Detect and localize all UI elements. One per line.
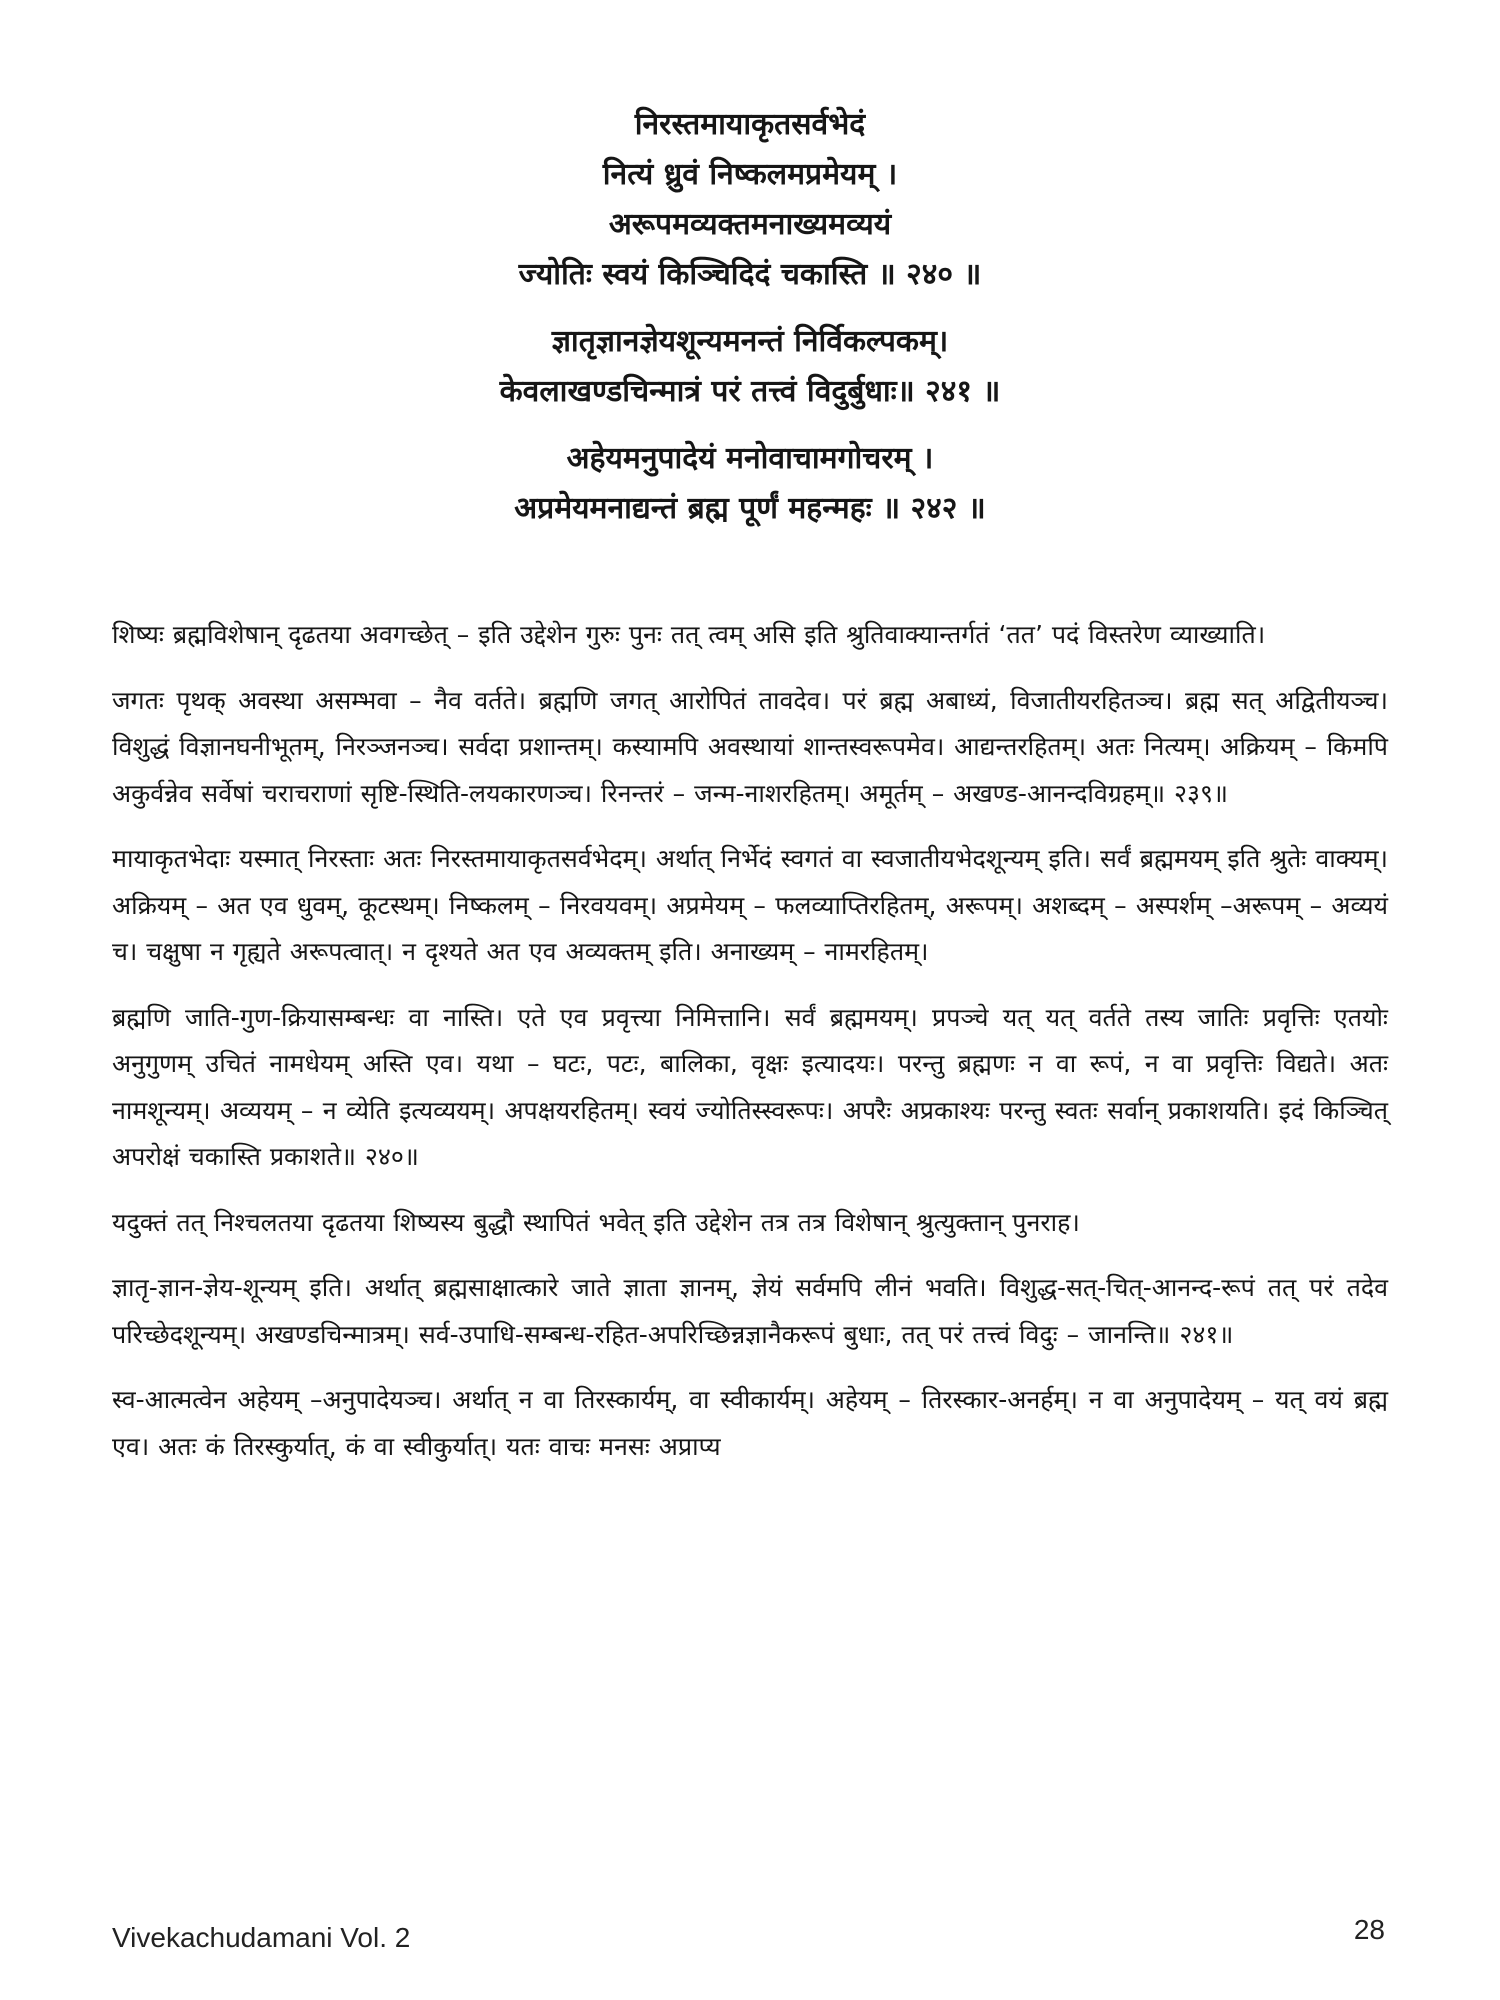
footer-book-title: Vivekachudamani Vol. 2 bbox=[112, 1922, 411, 1953]
verse-section bbox=[0, 100, 1500, 551]
verse-241 bbox=[0, 317, 1500, 417]
verse-line: निरस्तमायाकृतसर्वभेदं bbox=[634, 107, 866, 142]
verse-line: अप्रमेयमनाद्यन्तं ब्रह्म पूर्णं महन्महः ॥ २४२ ॥ bbox=[514, 491, 986, 526]
commentary-paragraph: जगतः पृथक् अवस्था असम्भवा – नैव वर्तते। ब्रह्मणि जगत् आरोपितं तावदेव। परं ब्रह्म अबाध्यं, विजातीयरहितञ्च। ब्रह्म सत् अद्वितीयञ्च। विशुद्धं विज्ञानघनीभूतम्, निरञ्जनञ्च। सर्वदा प्रशान्तम्। कस्यामपि अवस्थायां शान्तस्वरूपमेव। आद्यन्तरहितम्। अतः नित्यम्। अक्रियम् – किमपि अकुर्वन्नेव सर्वेषां चराचराणां सृष्टि-स्थिति-लयकारणञ्च। रिनन्तरं – जन्म-नाशरहितम्। अमूर्तम् – अखण्ड-आनन्दविग्रहम्॥ २३९॥ bbox=[112, 685, 1388, 808]
verse-line: अहेयमनुपादेयं मनोवाचामगोचरम् । bbox=[566, 441, 934, 476]
verse-line: नित्यं ध्रुवं निष्कलमप्रमेयम् । bbox=[602, 157, 898, 192]
verse-line: केवलाखण्डचिन्मात्रं परं तत्त्वं विदुर्बुधाः॥ २४१ ॥ bbox=[499, 374, 1001, 409]
commentary-paragraph: ब्रह्मणि जाति-गुण-क्रियासम्बन्धः वा नास्ति। एते एव प्रवृत्त्या निमित्तानि। सर्वं ब्रह्ममयम्। प्रपञ्चे यत् यत् वर्तते तस्य जातिः प्रवृत्तिः एतयोः अनुगुणम् उचितं नामधेयम् अस्ति एव। यथा – घटः, पटः, बालिका, वृक्षः इत्यादयः। परन्तु ब्रह्मणः न वा रूपं, न वा प्रवृत्तिः विद्यते। अतः नामशून्यम्। अव्ययम् – न व्येति इत्यव्ययम्। अपक्षयरहितम्। स्वयं ज्योतिस्स्वरूपः। अपरैः अप्रकाश्यः परन्तु स्वतः सर्वान् प्रकाशयति। इदं किञ्चित् अपरोक्षं चकास्ति प्रकाशते॥ २४०॥ bbox=[112, 1002, 1388, 1171]
commentary-paragraph: स्व-आत्मत्वेन अहेयम् –अनुपादेयञ्च। अर्थात् न वा तिरस्कार्यम्, वा स्वीकार्यम्। अहेयम् – तिरस्कार-अनर्हम्। न वा अनुपादेयम् – यत् वयं ब्रह्म एव। अतः कं तिरस्कुर्यात्, कं वा स्वीकुर्यात्। यतः वाचः मनसः अप्राप्य bbox=[112, 1385, 1388, 1461]
verse-242 bbox=[0, 434, 1500, 534]
verse-240 bbox=[0, 100, 1500, 300]
verse-line: अरूपमव्यक्तमनाख्यमव्ययं bbox=[608, 207, 892, 242]
commentary-paragraph: ज्ञातृ-ज्ञान-ज्ञेय-शून्यम् इति। अर्थात् ब्रह्मसाक्षात्कारे जाते ज्ञाता ज्ञानम्, ज्ञेयं सर्वमपि लीनं भवति। विशुद्ध-सत्-चित्-आनन्द-रूपं तत् परं तदेव परिच्छेदशून्यम्। अखण्डचिन्मात्रम्। सर्व-उपाधि-सम्बन्ध-रहित-अपरिच्छिन्नज्ञानैकरूपं बुधाः, तत् परं तत्त्वं विदुः – जानन्ति॥ २४१॥ bbox=[112, 1273, 1388, 1349]
commentary-paragraph: शिष्यः ब्रह्मविशेषान् दृढतया अवगच्छेत् – इति उद्देशेन गुरुः पुनः तत् त्वम् असि इति श्रुतिवाक्यान्तर्गतं ‘तत’ पदं विस्तरेण व्याख्याति। bbox=[112, 620, 1266, 649]
footer-page-number: 28 bbox=[1353, 1914, 1385, 1945]
commentary-paragraph: मायाकृतभेदाः यस्मात् निरस्ताः अतः निरस्तमायाकृतसर्वभेदम्। अर्थात् निर्भेदं स्वगतं वा स्वजातीयभेदशून्यम् इति। सर्वं ब्रह्ममयम् इति श्रुतेः वाक्यम्। अक्रियम् – अत एव धुवम्, कूटस्थम्। निष्कलम् – निरवयवम्। अप्रमेयम् – फलव्याप्तिरहितम्, अरूपम्। अशब्दम् – अस्पर्शम् –अरूपम् – अव्ययं च। चक्षुषा न गृह्यते अरूपत्वात्। न दृश्यते अत एव अव्यक्तम् इति। अनाख्यम् – नामरहितम्। bbox=[112, 844, 1388, 966]
verse-line: ज्योतिः स्वयं किञ्चिदिदं चकास्ति ॥ २४० ॥ bbox=[518, 257, 982, 292]
verse-line: ज्ञातृज्ञानज्ञेयशून्यमनन्तं निर्विकल्पकम्। bbox=[551, 324, 949, 359]
commentary-section bbox=[112, 612, 1388, 1489]
commentary-paragraph: यदुक्तं तत् निश्चलतया दृढतया शिष्यस्य बुद्धौ स्थापितं भवेत् इति उद्देशेन तत्र तत्र विशेषान् श्रुत्युक्तान् पुनराह। bbox=[112, 1207, 1080, 1237]
